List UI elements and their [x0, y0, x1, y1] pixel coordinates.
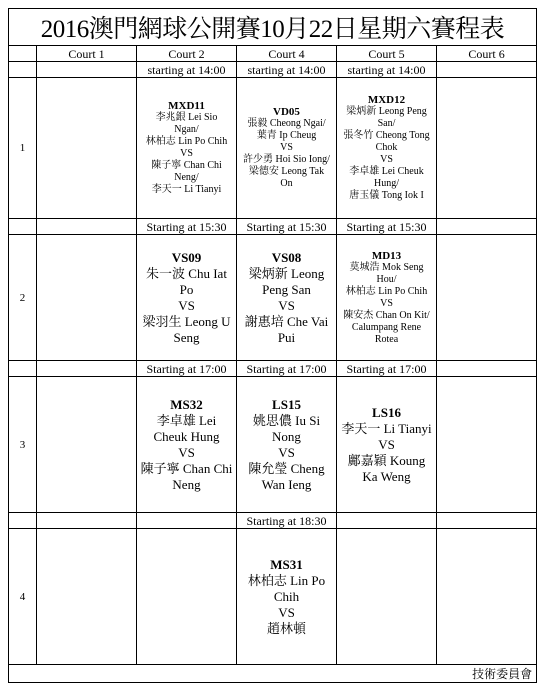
header-court-5: Court 5	[337, 46, 437, 62]
player-line: 梁炳新 Leong Peng	[346, 106, 427, 117]
player-line: Hou/	[376, 273, 397, 285]
player-line: 陳安杰 Chan On Kit/	[343, 309, 430, 321]
header-court-1: Court 1	[37, 46, 137, 62]
player-line: VS	[178, 297, 195, 313]
start-time-cell: Starting at 17:00	[337, 361, 437, 377]
player-line: 梁德安 Leong Tak	[248, 166, 325, 177]
start-time-cell	[437, 513, 537, 529]
player-line: VS	[378, 436, 395, 452]
start-time-cell	[37, 219, 137, 235]
player-line: On	[280, 178, 293, 189]
match-cell	[37, 529, 137, 665]
match-cell	[337, 78, 437, 219]
player-line: 李兆銀 Lei Sio	[155, 112, 218, 123]
player-line: VS	[380, 297, 393, 309]
player-line: 張毅 Cheong Ngai/	[247, 118, 326, 129]
header-court-6: Court 6	[437, 46, 537, 62]
player-line: Rotea	[374, 333, 399, 345]
player-line: 朱一波 Chu Iat	[146, 265, 227, 281]
time-index-cell	[9, 513, 37, 529]
player-line: Ka Weng	[362, 468, 411, 484]
player-line: 許少勇 Hoi Sio Iong/	[243, 154, 330, 165]
start-time-cell: Starting at 15:30	[237, 219, 337, 235]
match-row	[9, 377, 537, 513]
round-index: 2	[9, 235, 37, 361]
player-line: 李天一 Li Tianyi	[341, 420, 432, 436]
time-row	[9, 361, 537, 377]
player-line: VS	[278, 444, 295, 460]
match-code: MD13	[371, 249, 402, 262]
match-cell	[137, 235, 237, 361]
player-line: 梁羽生 Leong U	[142, 313, 231, 329]
player-line: 趙林頓	[266, 620, 306, 636]
player-line: 莫城浩 Mok Seng	[349, 261, 424, 273]
start-time-cell: Starting at 15:30	[137, 219, 237, 235]
footer-row	[9, 665, 537, 683]
player-line: Chok	[375, 142, 398, 153]
match-code: VS08	[271, 249, 302, 265]
match-code: LS16	[372, 404, 401, 420]
start-time-cell: starting at 14:00	[137, 62, 237, 78]
time-index-cell	[9, 62, 37, 78]
schedule-table	[8, 8, 537, 683]
player-line: Neng	[172, 476, 201, 492]
player-line: 陳子寧 Chan Chi	[151, 160, 222, 171]
match-cell	[437, 529, 537, 665]
start-time-cell	[37, 361, 137, 377]
player-line: 李卓雄 Lei Cheuk	[349, 166, 424, 177]
committee-signature: 技術委員會	[9, 665, 537, 683]
schedule-sheet	[8, 8, 536, 683]
player-line: Nong	[272, 428, 301, 444]
match-code: LS15	[272, 396, 301, 412]
start-time-cell: starting at 14:00	[237, 62, 337, 78]
player-line: VS	[180, 148, 193, 159]
player-line: VS	[280, 142, 293, 153]
player-line: Wan Ieng	[261, 476, 312, 492]
page-title: 2016澳門網球公開賽10月22日星期六賽程表	[9, 9, 537, 46]
match-code: VD05	[273, 106, 300, 118]
match-cell	[237, 377, 337, 513]
time-index-cell	[9, 219, 37, 235]
time-row	[9, 513, 537, 529]
match-cell	[37, 78, 137, 219]
match-cell	[37, 377, 137, 513]
start-time-cell	[37, 62, 137, 78]
start-time-cell	[437, 361, 537, 377]
start-time-cell: starting at 14:00	[337, 62, 437, 78]
player-line: 梁炳新 Leong	[248, 265, 325, 281]
player-line: 林柏志 Lin Po Chih	[345, 285, 428, 297]
round-index: 1	[9, 78, 37, 219]
start-time-cell: Starting at 17:00	[137, 361, 237, 377]
match-cell	[437, 78, 537, 219]
player-line: 李天一 Li Tianyi	[151, 184, 222, 195]
match-code: MXD11	[168, 100, 205, 112]
match-row	[9, 529, 537, 665]
round-index: 4	[9, 529, 37, 665]
player-line: Ngan/	[174, 124, 199, 135]
player-line: 陳允瑩 Cheng	[248, 460, 325, 476]
time-row	[9, 62, 537, 78]
player-line: 鄺嘉穎 Koung	[347, 452, 426, 468]
match-code: VS09	[171, 249, 202, 265]
match-row	[9, 235, 537, 361]
match-cell	[337, 235, 437, 361]
start-time-cell	[437, 219, 537, 235]
start-time-cell	[137, 513, 237, 529]
match-row	[9, 78, 537, 219]
player-line: 林柏志 Lin Po	[247, 572, 326, 588]
header-court-2: Court 2	[137, 46, 237, 62]
player-line: 葉青 Ip Cheug	[256, 130, 317, 141]
start-time-cell	[337, 513, 437, 529]
player-line: Hung/	[374, 178, 399, 189]
player-line: Seng	[173, 329, 200, 345]
player-line: San/	[377, 118, 396, 129]
player-line: 陳子寧 Chan Chi	[140, 460, 233, 476]
match-cell	[137, 529, 237, 665]
player-line: Chih	[273, 588, 300, 604]
player-line: Cheuk Hung	[153, 428, 220, 444]
match-cell	[437, 377, 537, 513]
player-line: Pui	[277, 329, 296, 345]
player-line: VS	[278, 604, 295, 620]
player-line: Po	[179, 281, 194, 297]
start-time-cell: Starting at 17:00	[237, 361, 337, 377]
match-cell	[337, 377, 437, 513]
player-line: 姚思儂 Iu Si	[252, 412, 321, 428]
time-index-cell	[9, 361, 37, 377]
match-code: MS32	[170, 396, 203, 412]
player-line: 李卓雄 Lei	[156, 412, 217, 428]
match-cell	[137, 78, 237, 219]
player-line: VS	[380, 154, 393, 165]
player-line: 林柏志 Lin Po Chih	[145, 136, 228, 147]
match-cell	[37, 235, 137, 361]
player-line: 張冬竹 Cheong Tong	[343, 130, 430, 141]
player-line: Calumpang Rene	[351, 321, 422, 333]
match-cell	[337, 529, 437, 665]
time-row	[9, 219, 537, 235]
start-time-cell: Starting at 15:30	[337, 219, 437, 235]
player-line: Peng San	[262, 281, 311, 297]
header-court-4: Court 4	[237, 46, 337, 62]
player-line: 唐玉儀 Tong Iok I	[349, 190, 424, 201]
match-code: MS31	[270, 556, 303, 572]
start-time-cell	[37, 513, 137, 529]
header-row	[9, 46, 537, 62]
header-index	[9, 46, 37, 62]
match-cell	[237, 529, 337, 665]
player-line: VS	[178, 444, 195, 460]
start-time-cell: Starting at 18:30	[237, 513, 337, 529]
match-cell	[137, 377, 237, 513]
start-time-cell	[437, 62, 537, 78]
match-cell	[437, 235, 537, 361]
player-line: 謝惠培 Che Vai	[244, 313, 329, 329]
round-index: 3	[9, 377, 37, 513]
player-line: Neng/	[174, 172, 199, 183]
match-code: MXD12	[367, 94, 406, 106]
player-line: VS	[278, 297, 295, 313]
match-cell	[237, 78, 337, 219]
match-cell	[237, 235, 337, 361]
